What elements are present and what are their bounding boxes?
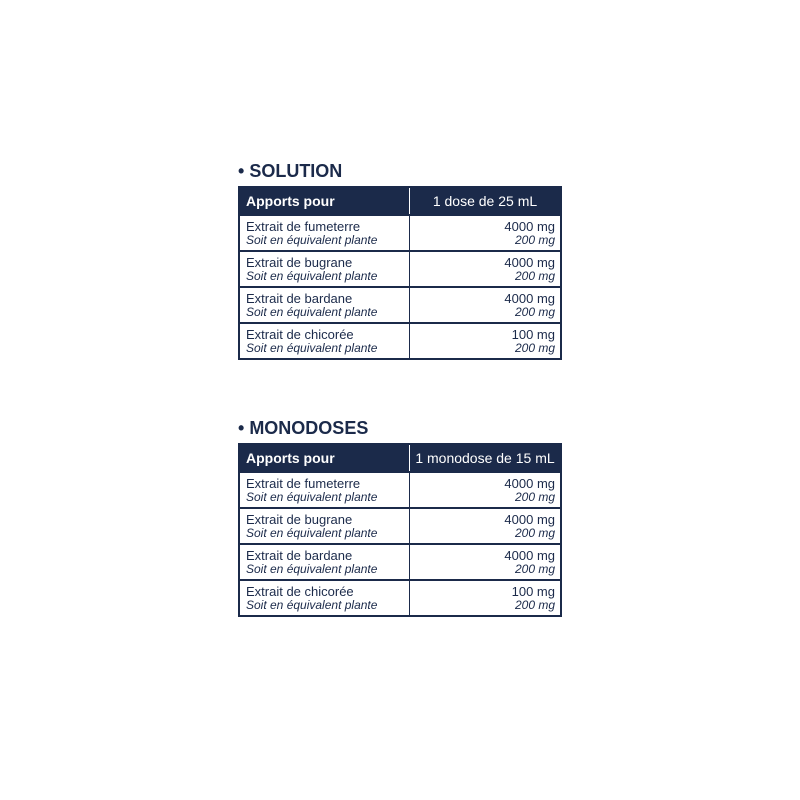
ingredient-equivalent: Soit en équivalent plante bbox=[246, 598, 378, 612]
equivalent-amount: 200 mg bbox=[514, 562, 555, 576]
equivalent-amount: 200 mg bbox=[514, 526, 555, 540]
ingredient-cell bbox=[239, 472, 410, 508]
ingredient-cell bbox=[239, 287, 410, 323]
ingredient-amount: 100 mg bbox=[511, 584, 555, 599]
section-title: MONODOSES bbox=[249, 418, 369, 438]
ingredient-cell bbox=[239, 323, 410, 359]
ingredient-equivalent: Soit en équivalent plante bbox=[246, 233, 378, 247]
table-row bbox=[239, 323, 561, 359]
ingredient-name: Extrait de chicorée bbox=[246, 327, 354, 342]
table-row bbox=[239, 215, 561, 251]
ingredient-amount: 4000 mg bbox=[504, 476, 555, 491]
ingredient-name: Extrait de bardane bbox=[246, 291, 353, 306]
header-label: Apports pour bbox=[239, 444, 410, 472]
amount-cell bbox=[410, 287, 562, 323]
amount-cell bbox=[410, 580, 562, 616]
ingredient-name: Extrait de fumeterre bbox=[246, 476, 361, 491]
monodoses-section bbox=[238, 417, 562, 617]
ingredient-equivalent: Soit en équivalent plante bbox=[246, 341, 378, 355]
header-dose: 1 dose de 25 mL bbox=[410, 187, 562, 215]
table-row bbox=[239, 287, 561, 323]
amount-cell bbox=[410, 323, 562, 359]
equivalent-amount: 200 mg bbox=[514, 341, 555, 355]
solution-section bbox=[238, 160, 562, 360]
ingredient-equivalent: Soit en équivalent plante bbox=[246, 562, 378, 576]
equivalent-amount: 200 mg bbox=[514, 490, 555, 504]
amount-cell bbox=[410, 251, 562, 287]
ingredient-name: Extrait de bugrane bbox=[246, 255, 353, 270]
nutrition-table bbox=[238, 186, 562, 360]
nutrition-table bbox=[238, 443, 562, 617]
header-dose: 1 monodose de 15 mL bbox=[410, 444, 562, 472]
ingredient-amount: 4000 mg bbox=[504, 512, 555, 527]
ingredient-cell bbox=[239, 251, 410, 287]
table-row bbox=[239, 580, 561, 616]
ingredient-cell bbox=[239, 544, 410, 580]
section-title: SOLUTION bbox=[249, 161, 343, 181]
ingredient-amount: 100 mg bbox=[511, 327, 555, 342]
ingredient-amount: 4000 mg bbox=[504, 219, 555, 234]
section-heading bbox=[238, 160, 562, 186]
ingredient-equivalent: Soit en équivalent plante bbox=[246, 305, 378, 319]
table-header-row bbox=[239, 187, 561, 215]
table-row bbox=[239, 251, 561, 287]
section-heading bbox=[238, 417, 562, 443]
ingredient-cell bbox=[239, 215, 410, 251]
equivalent-amount: 200 mg bbox=[514, 269, 555, 283]
ingredient-name: Extrait de fumeterre bbox=[246, 219, 361, 234]
ingredient-equivalent: Soit en équivalent plante bbox=[246, 526, 378, 540]
equivalent-amount: 200 mg bbox=[514, 598, 555, 612]
ingredient-cell bbox=[239, 580, 410, 616]
ingredient-equivalent: Soit en équivalent plante bbox=[246, 269, 378, 283]
amount-cell bbox=[410, 508, 562, 544]
ingredient-amount: 4000 mg bbox=[504, 291, 555, 306]
table-row bbox=[239, 472, 561, 508]
bullet-icon: • bbox=[238, 418, 245, 438]
table-row bbox=[239, 544, 561, 580]
table-header-row bbox=[239, 444, 561, 472]
ingredient-amount: 4000 mg bbox=[504, 255, 555, 270]
ingredient-name: Extrait de bugrane bbox=[246, 512, 353, 527]
table-row bbox=[239, 508, 561, 544]
ingredient-equivalent: Soit en équivalent plante bbox=[246, 490, 378, 504]
equivalent-amount: 200 mg bbox=[514, 233, 555, 247]
bullet-icon: • bbox=[238, 161, 245, 181]
ingredient-name: Extrait de bardane bbox=[246, 548, 353, 563]
header-label: Apports pour bbox=[239, 187, 410, 215]
amount-cell bbox=[410, 544, 562, 580]
amount-cell bbox=[410, 215, 562, 251]
ingredient-amount: 4000 mg bbox=[504, 548, 555, 563]
equivalent-amount: 200 mg bbox=[514, 305, 555, 319]
ingredient-cell bbox=[239, 508, 410, 544]
ingredient-name: Extrait de chicorée bbox=[246, 584, 354, 599]
amount-cell bbox=[410, 472, 562, 508]
